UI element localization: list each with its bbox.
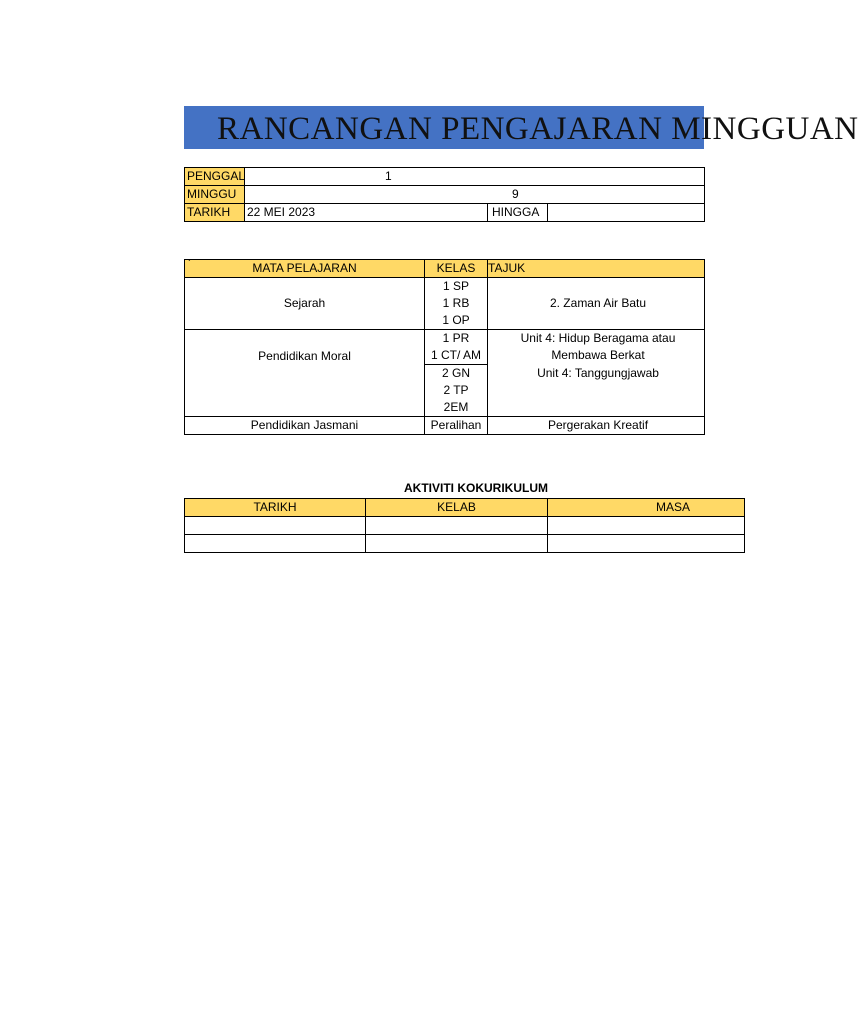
tajuk-sejarah: [488, 278, 705, 330]
header-masa-text: MASA: [656, 500, 691, 514]
kelas-cell: 1 RB: [425, 295, 488, 312]
minggu-row: [185, 186, 705, 204]
subject-moral: Pendidikan Moral: [185, 330, 425, 417]
kokurikulum-cell: [185, 517, 366, 535]
tajuk-moral-1-line-2: Membawa Berkat: [551, 348, 645, 362]
corner-mark: [185, 257, 425, 278]
kokurikulum-cell: [366, 535, 548, 553]
tajuk-moral-2-text: Unit 4: Tanggungjawab: [537, 365, 659, 380]
tajuk-moral-2: [488, 365, 705, 417]
header-tarikh: TARIKH: [185, 499, 366, 517]
hingga-label: HINGGA: [488, 204, 548, 222]
header-tajuk: TAJUK: [488, 260, 705, 278]
subjects-table: [184, 259, 705, 435]
kokurikulum-cell: [548, 535, 745, 553]
kokurikulum-table: [184, 498, 745, 553]
document-viewport: [184, 0, 859, 1024]
penggal-value: 1: [245, 168, 705, 186]
page-title: RANCANGAN PENGAJARAN MINGGUAN: [217, 111, 859, 147]
kokurikulum-cell: [185, 535, 366, 553]
kokurikulum-cell: [548, 517, 745, 535]
minggu-label: MINGGU: [185, 186, 245, 204]
kokurikulum-row: [185, 517, 745, 535]
header-masa: [548, 499, 745, 517]
info-table: [184, 167, 705, 222]
title-banner: [184, 106, 859, 149]
header-kelab: KELAB: [366, 499, 548, 517]
penggal-row: [185, 168, 705, 186]
kelas-cell: 2 GN: [425, 365, 488, 383]
tarikh-label: TARIKH: [185, 204, 245, 222]
kelas-cell: 2 TP: [425, 382, 488, 399]
tajuk-jasmani-text: Pergerakan Kreatif: [547, 418, 649, 432]
jasmani-row: [185, 417, 705, 435]
kelas-cell: Peralihan: [425, 417, 488, 435]
kokurikulum-title: AKTIVITI KOKURIKULUM: [404, 481, 548, 495]
minggu-value: 9: [245, 186, 705, 204]
tajuk-moral-1-line-1: Unit 4: Hidup Beragama atau: [520, 331, 676, 345]
penggal-label: PENGGAL: [185, 168, 245, 186]
kelas-cell: 2EM: [425, 399, 488, 417]
kokurikulum-header-row: [185, 499, 745, 517]
subjects-header-row: [185, 260, 705, 278]
hingga-value: [548, 204, 705, 222]
header-kelas: KELAS: [425, 260, 488, 278]
kokurikulum-row: [185, 535, 745, 553]
moral-row-1: [185, 330, 705, 348]
sejarah-row-1: [185, 278, 705, 296]
subject-sejarah: Sejarah: [185, 278, 425, 330]
tajuk-moral-1: [488, 330, 705, 365]
tajuk-jasmani: [488, 417, 705, 435]
corner-glyph: `: [187, 257, 191, 271]
tarikh-row: [185, 204, 705, 222]
kelas-cell: 1 OP: [425, 312, 488, 330]
kelas-cell: 1 CT/ AM: [425, 347, 488, 365]
subject-jasmani: Pendidikan Jasmani: [185, 417, 425, 435]
header-mata-pelajaran: MATA PELAJARAN: [252, 261, 357, 275]
tarikh-value: 22 MEI 2023: [245, 204, 488, 222]
kelas-cell: 1 PR: [425, 330, 488, 348]
tajuk-sejarah-text: 2. Zaman Air Batu: [549, 296, 647, 310]
kokurikulum-cell: [366, 517, 548, 535]
kelas-cell: 1 SP: [425, 278, 488, 296]
